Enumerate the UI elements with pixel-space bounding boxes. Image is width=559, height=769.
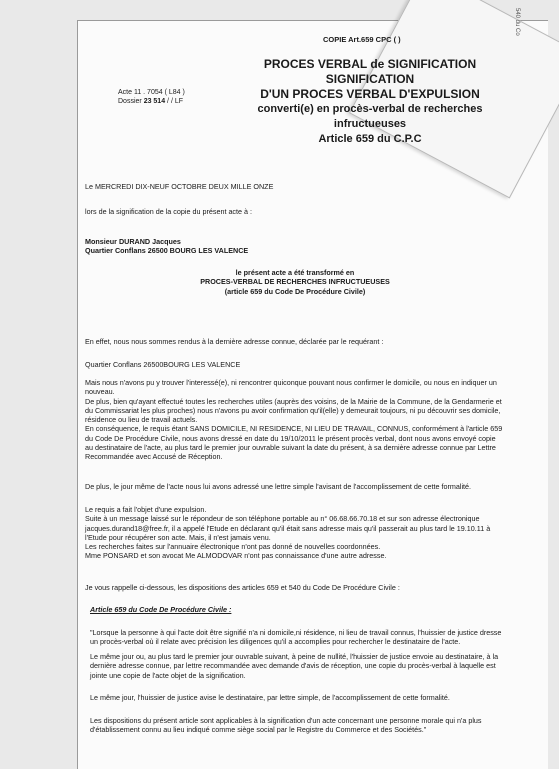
title-line: Article 659 du C.P.C (318, 133, 422, 145)
text-line: du Code De Procédure Civile, nous avons dressé en date du 19/10/2011 le présent procès verbal, dont nous avons envoyé copie (85, 433, 496, 443)
article-paragraph-4 (90, 716, 515, 735)
text-line: Recommandée avec Accusé de Réception. (85, 452, 223, 462)
text-line: Mais nous n'avons pu y trouver l'interessé(e), ni rencontrer quiconque pouvant nous confirmer le domicile, ou nous en indiquer un (85, 378, 497, 387)
title-line: infructueuses (333, 118, 407, 130)
article-paragraph-1 (90, 628, 515, 647)
text-line: résidence ou lieu de travail actuels. (85, 415, 198, 425)
text-line: En conséquence, le requis étant SANS DOMICILE, NI RESIDENCE, NI LIEU DE TRAVAIL, CONNUS, conformément à l'article 659 (85, 424, 503, 434)
requis-paragraph (85, 505, 510, 561)
text-line: du Commissariat les plus proches) nous n'avons pu avoir confirmation qu'il(elle) y demeurait toujours, ni pu découvrir ses domicile, (85, 405, 501, 415)
transformation-notice (85, 268, 505, 296)
text-line: Le même jour ou, au plus tard le premier jour ouvrable suivant, à peine de nullité, l'huissier de justice envoie au destinataire, à la (90, 652, 499, 661)
main-paragraph (85, 378, 510, 462)
text-line: jacques.durand18@free.fr, il a appelé l'Etude en déclarant qu'il était sans adresse mais qu'il passerait au plus tard le 19.10.11 à (85, 523, 491, 533)
text-line: l'Etude pour récupérer son acte. Mais, il n'est jamais venu. (85, 532, 271, 542)
transform-line: le présent acte a été transformé en (235, 268, 355, 277)
reference-block (118, 88, 185, 106)
text-line: jointe une copie de l'acte objet de la signification. (90, 670, 246, 680)
text-line: Les dispositions du présent article sont applicables à la signification d'un acte concernant une personne morale qui n'a plus (90, 716, 482, 725)
text-line: dernière adresse connue, par lettre recommandée avec demande d'avis de réception, une copie du procès-verbal à laquelle est (90, 661, 496, 671)
transform-line: PROCES-VERBAL DE RECHERCHES INFRUCTUEUSES (200, 277, 390, 287)
overlapping-page-text: 540 du Co (514, 8, 520, 36)
text-line: De plus, bien qu'ayant effectué toutes les recherches utiles (auprès des voisins, de la Mairie de la Commune, de la Gendarmerie et (85, 396, 502, 406)
article-paragraph-3: Le même jour, l'huissier de justice avise le destinataire, par lettre simple, de l'accomplissement de cette formalité. (90, 693, 450, 702)
effet-paragraph: En effet, nous nous sommes rendus à la dernière adresse connue, déclarée par le requérant : (85, 337, 384, 346)
title-line: PROCES VERBAL de SIGNIFICATION (263, 57, 477, 71)
dossier-prefix: Dossier (118, 98, 144, 105)
copie-label: COPIE Art.659 CPC ( ) (323, 35, 401, 44)
text-line: nouveau. (85, 387, 115, 397)
date-line: Le MERCREDI DIX-NEUF OCTOBRE DEUX MILLE ONZE (85, 182, 274, 191)
recipient-block (85, 237, 505, 256)
recipient-address: Quartier Conflans 26500 BOURG LES VALENCE (85, 246, 249, 256)
acte-number: Acte 11 . 7054 ( L84 ) (118, 89, 185, 96)
text-line: Suite à un message laissé sur le répondeur de son téléphone portable au n° 06.68.66.70.18 et sur son adresse électronique (85, 514, 480, 524)
text-line: "Lorsque la personne à qui l'acte doit être signifié n'a ni domicile,ni résidence, ni lieu de travail connus, l'huissier de justice dresse (90, 628, 502, 637)
text-line: d'établissement connu au lieu indiqué comme siège social par le Registre du Commerce et des Sociétés." (90, 725, 427, 735)
rappel-paragraph: Je vous rappelle ci-dessous, les dispositions des articles 659 et 540 du Code De Procédure Civile : (85, 583, 400, 592)
text-line: un procès-verbal où il relate avec précision les diligences qu'il a accomplies pour rechercher le destinataire de l'acte. (90, 637, 461, 647)
signification-line: lors de la signification de la copie du présent acte à : (85, 207, 253, 216)
text-line: Le requis a fait l'objet d'une expulsion. (85, 505, 207, 514)
text-line: Les recherches faites sur l'annuaire électronique n'ont pas donné de nouvelles coordonnées. (85, 542, 381, 552)
title-line: D'UN PROCES VERBAL D'EXPULSION (260, 87, 480, 101)
dossier-number: 23 514 (143, 98, 166, 105)
text-line: au destinataire de l'acte, au plus tard le premier jour ouvrable suivant la date du présent, à sa dernière adresse connue par Lettre (85, 443, 496, 453)
article-heading: Article 659 du Code De Procédure Civile : (90, 605, 232, 614)
title-line: SIGNIFICATION (325, 72, 415, 86)
recipient-name: Monsieur DURAND Jacques (85, 237, 181, 246)
dossier-line (118, 97, 185, 106)
transform-line: (article 659 du Code De Procédure Civile) (224, 286, 366, 296)
address-line: Quartier Conflans 26500BOURG LES VALENCE (85, 360, 241, 369)
article-paragraph-2 (90, 652, 515, 680)
text-line: Mme PONSARD et son avocat Me ALMODOVAR n'ont pas connaissance d'une autre adresse. (85, 551, 387, 561)
lettre-paragraph: De plus, le jour même de l'acte nous lui avons adressé une lettre simple l'avisant de l'accomplissement de cette formalité. (85, 482, 472, 491)
document-title (235, 57, 505, 147)
dossier-suffix: / / LF (165, 98, 184, 105)
title-line: converti(e) en procès-verbal de recherches (257, 103, 483, 115)
